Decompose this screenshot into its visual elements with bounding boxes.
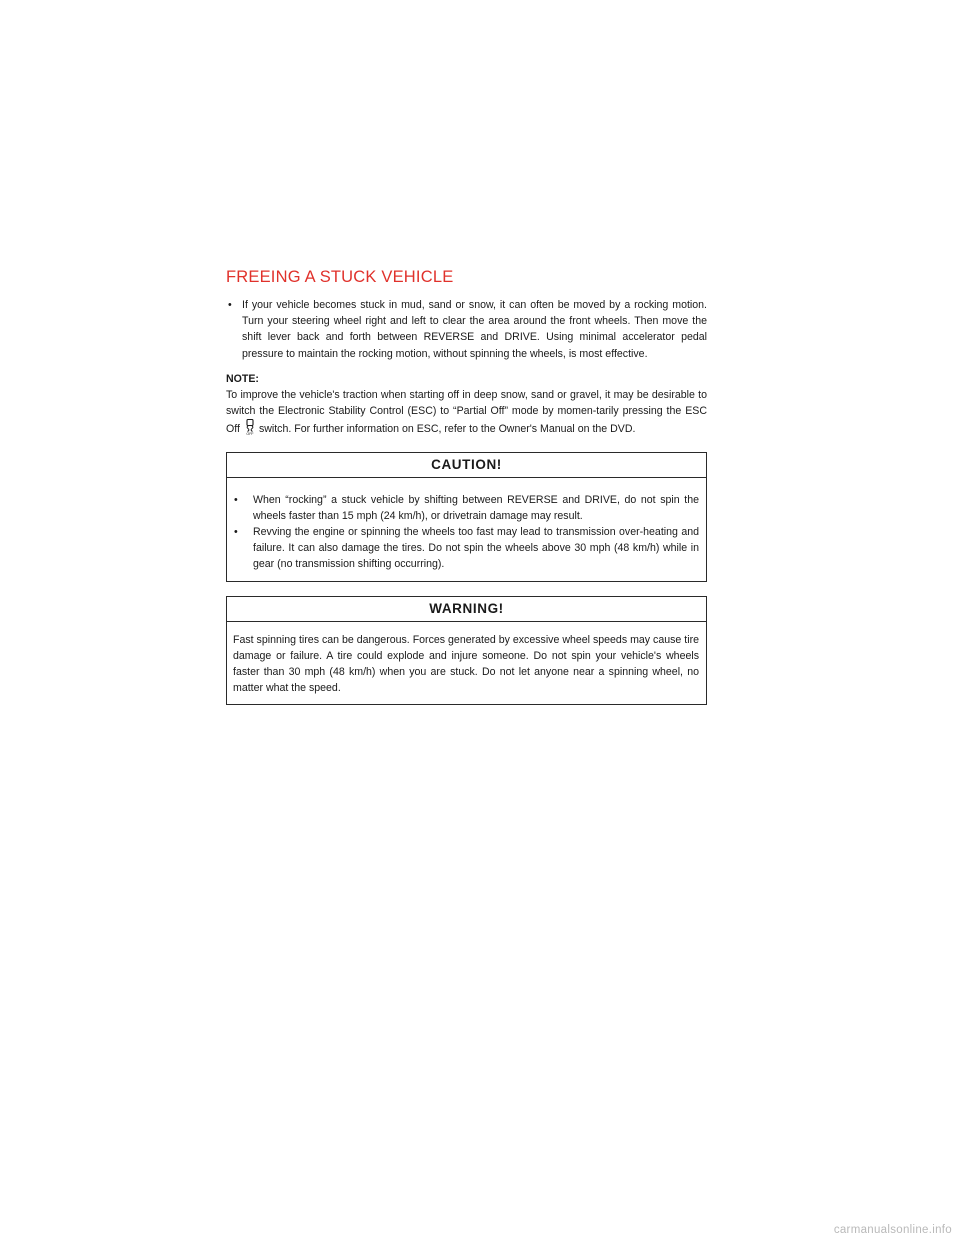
- caution-body: [227, 478, 706, 581]
- warning-box: [226, 596, 707, 706]
- warning-heading: WARNING!: [227, 597, 706, 622]
- note-text-before: To improve the vehicle's traction when starting off in deep snow, sand or gravel, it may be desirable to switch the Electronic Stability Control (ESC) to “Partial Off” mode by momen-tarily pressing the ESC Off: [226, 389, 707, 436]
- esc-off-icon: [243, 419, 257, 435]
- bullet-marker: •: [234, 493, 238, 506]
- caution-heading: CAUTION!: [227, 453, 706, 478]
- svg-text:OFF: OFF: [246, 432, 254, 436]
- note-label: NOTE:: [226, 372, 259, 385]
- intro-bullet: [226, 297, 707, 362]
- intro-bullet-text: If your vehicle becomes stuck in mud, sand or snow, it can often be moved by a rocking motion. Turn your steering wheel right and left to clear the area around the front wheels. Then move the shift lever back and forth between REVERSE and DRIVE. Using minimal accelerator pedal pressure to maintain the rocking motion, without spinning the wheels, is most effective.: [242, 299, 707, 360]
- bullet-marker: •: [234, 526, 238, 539]
- note-paragraph: [226, 387, 707, 438]
- caution-item: [233, 492, 699, 524]
- page-content: [226, 268, 707, 705]
- note-text-after: switch. For further information on ESC, refer to the Owner's Manual on the DVD.: [258, 423, 636, 436]
- warning-text: Fast spinning tires can be dangerous. Forces generated by excessive wheel speeds may cause tire damage or failure. A tire could explode and injure someone. Do not spin your vehicle's wheels faster than 30 mph (48 km/h) when you are stuck. Do not let anyone near a spinning wheel, no matter what the speed.: [233, 633, 699, 695]
- caution-item-text: Revving the engine or spinning the wheels too fast may lead to transmission over-heating and failure. It can also damage the tires. Do not spin the wheels above 30 mph (48 km/h) while in gear (no transmission shifting occurring).: [253, 526, 699, 571]
- caution-item: [233, 524, 699, 573]
- watermark: carmanualsonline.info: [833, 1224, 952, 1236]
- bullet-marker: •: [228, 299, 232, 311]
- caution-box: [226, 452, 707, 582]
- section-title: FREEING A STUCK VEHICLE: [226, 268, 454, 286]
- caution-item-text: When “rocking” a stuck vehicle by shifting between REVERSE and DRIVE, do not spin the wheels faster than 15 mph (24 km/h), or drivetrain damage may result.: [253, 493, 699, 522]
